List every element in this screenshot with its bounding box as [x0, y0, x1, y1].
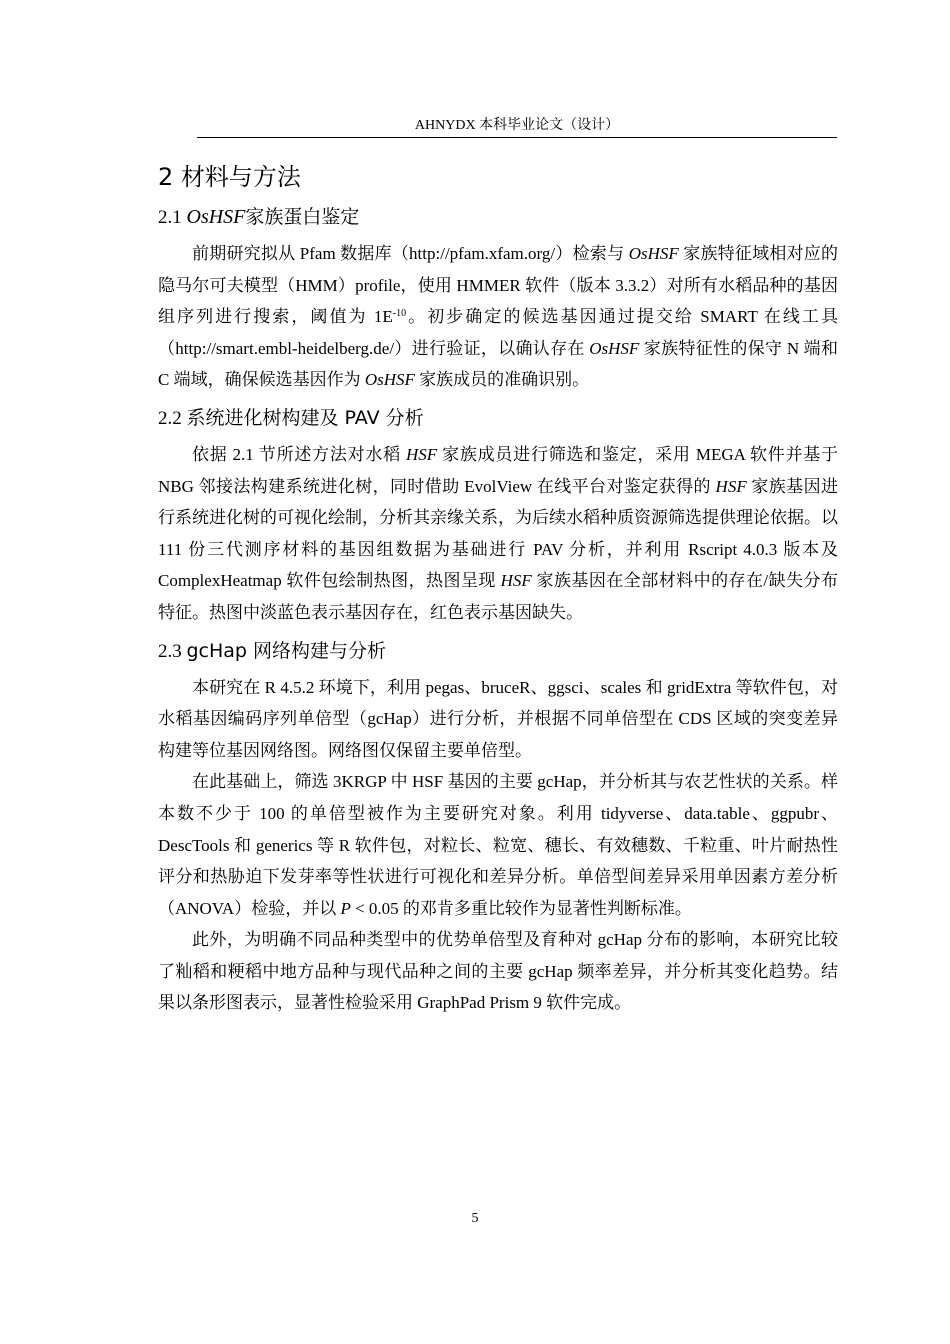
text-run: 在此基础上，筛选 3KRGP 中 HSF 基因的主要 gcHap，并分析其与农艺性状的关系。样本数不少于 100 的单倍型被作为主要研究对象。利用 tidyverse、data.table、ggpubr、DescTools 和 generics 等 R 软件包，对粒长、粒宽、穗长、有效穗数、千粒重、叶片耐热性评分和热胁迫下发芽率等性状进行可视化和差异分析。单倍型间差异采用单因素方差分析（ANOVA）检验，并以 — [158, 772, 838, 918]
text-run: 家族特征域相对应的隐马尔可夫模型（HMM）profile，使用 HMMER 软件（版本 3.3.2）对所有水稻品种的基因组序列进行搜索，阈值为 1E — [158, 244, 838, 327]
text-run: 前期研究拟从 Pfam 数据库（http://pfam.xfam.org/）检索与 — [192, 244, 629, 263]
text-run: 依据 2.1 节所述方法对水稻 — [192, 444, 406, 464]
section-title: 家族蛋白鉴定 — [245, 206, 360, 228]
text-run: 家族成员进行筛选和鉴定，采用 MEGA 软件并基于 NBG 邻接法构建系统进化树，同时借助 EvolView 在线平台对鉴定获得的 — [158, 444, 839, 496]
section-2-3-heading — [158, 635, 838, 668]
page-number: 5 — [471, 1211, 479, 1226]
header-rule — [197, 137, 837, 138]
text-run: 家族成员的准确识别。 — [414, 370, 590, 390]
superscript: -10 — [392, 308, 407, 320]
gene-name: HSF — [715, 476, 747, 496]
section-2-3-paragraph-1: 本研究在 R 4.5.2 环境下，利用 pegas、bruceR、ggsci、scales 和 gridExtra 等软件包，对水稻基因编码序列单倍型（gcHap）进行分析，并根据不同单倍型在 CDS 区域的突变差异构建等位基因网络图。网络图仅保留主要单倍型。 — [158, 677, 838, 760]
section-2-3-paragraph-3: 此外，为明确不同品种类型中的优势单倍型及育种对 gcHap 分布的影响，本研究比较了籼稻和粳稻中地方品种与现代品种之间的主要 gcHap 频率差异，并分析其变化趋势。结果以条形图表示，显著性检验采用 GraphPad Prism 9 软件完成。 — [158, 930, 838, 1013]
text-run: 家族基因在全部材料中的存在/缺失分布特征。热图中淡蓝色表示基因存在，红色表示基因缺失。 — [158, 571, 838, 622]
section-number: 2.2 — [158, 407, 187, 429]
section-2-2-heading — [158, 402, 838, 435]
section-title: gcHap 网络构建与分析 — [186, 639, 387, 662]
section-title: 系统进化树构建及 PAV 分析 — [186, 406, 424, 429]
gene-name: HSF — [500, 571, 532, 591]
gene-name: OsHSF — [589, 338, 640, 358]
gene-name: OsHSF — [364, 370, 415, 390]
text-run: < 0.05 的邓肯多重比较作为显著性判断标准。 — [350, 898, 692, 918]
section-2-3-paragraph-2 — [158, 766, 838, 924]
section-2-1-heading — [158, 201, 838, 234]
page-content — [158, 155, 838, 1019]
section-2-1-paragraph — [158, 238, 838, 396]
section-2-2-paragraph — [158, 439, 838, 629]
section-number: 2.1 — [158, 207, 187, 228]
statistic-symbol: P — [340, 898, 351, 918]
gene-name: OsHSF — [628, 244, 679, 263]
running-header: AHNYDX 本科毕业论文（设计） — [414, 118, 620, 133]
section-number: 2.3 — [158, 640, 187, 662]
chapter-title: 2 材料与方法 — [158, 163, 301, 191]
text-run: 。初步确定的候选基因通过提交给 SMART 在线工具（http://smart.embl-heidelberg.de/）进行验证，以确认存在 — [158, 307, 838, 358]
gene-name: OsHSF — [186, 206, 246, 228]
gene-name: HSF — [405, 444, 438, 464]
text-run: 家族特征性的保守 N 端和 C 端域，确保候选基因作为 — [158, 338, 838, 390]
text-run: 家族基因进行系统进化树的可视化绘制，分析其亲缘关系，为后续水稻种质资源筛选提供理论依据。以 111 份三代测序材料的基因组数据为基础进行 PAV 分析，并利用 Rscript 4.0.3 版本及 ComplexHeatmap 软件包绘制热图，热图呈现 — [158, 476, 838, 591]
